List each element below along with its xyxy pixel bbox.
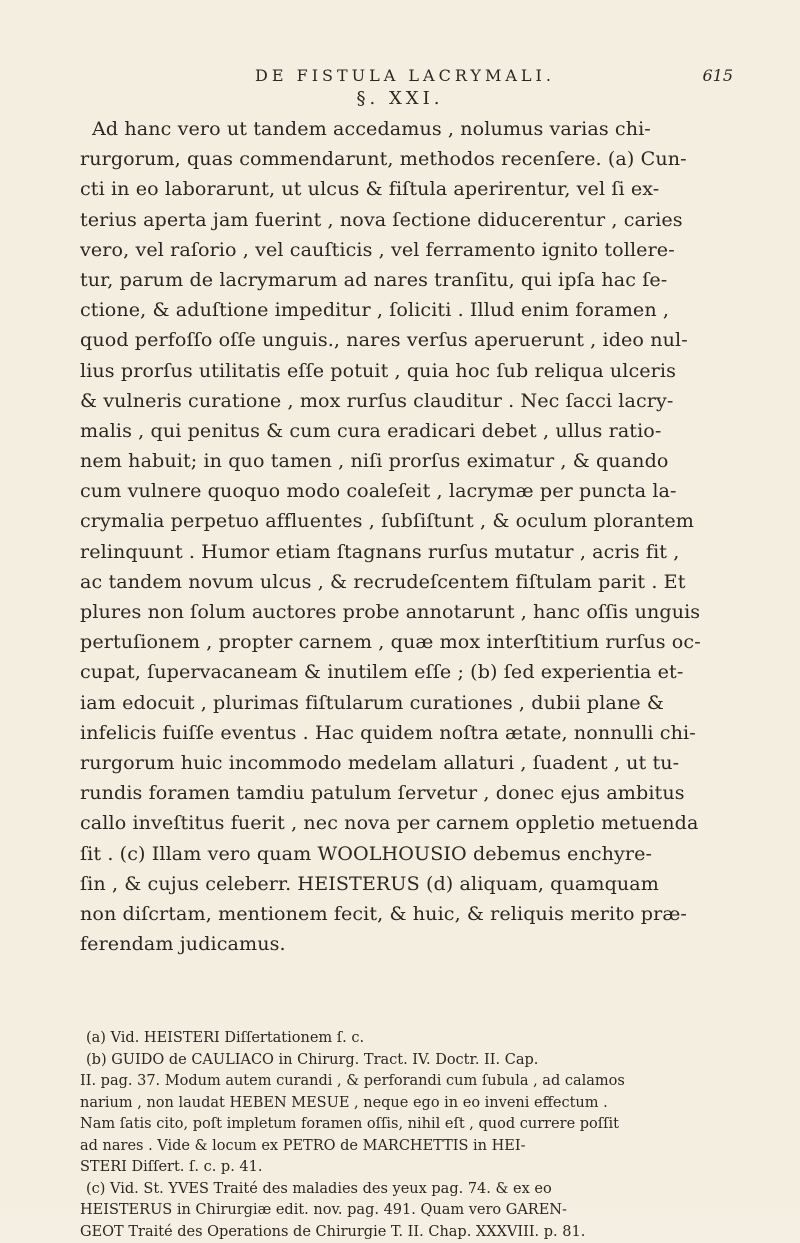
footnote-line: ad nares . Vide & locum ex PETRO de MARCHETTIS in HEI- (80, 1136, 740, 1158)
text-line: & vulneris curatione , mox rurſus clauditur . Nec ſacci lacry- (80, 386, 734, 416)
text-line: tur, parum de lacrymarum ad nares tranſitu, qui ipſa hac ſe- (80, 265, 734, 295)
text-line: relinquunt . Humor etiam ſtagnans rurſus mutatur , acris fit , (80, 537, 734, 567)
text-line: ferendam judicamus. (80, 929, 734, 959)
text-line: vero, vel raſorio , vel cauſticis , vel ferramento ignito tollere- (80, 235, 734, 265)
text-line: cupat, ſupervacaneam & inutilem eſſe ; (b) ſed experientia et- (80, 657, 734, 687)
text-line: Ad hanc vero ut tandem accedamus , nolumus varias chi- (80, 114, 734, 144)
text-line: pertuſionem , propter carnem , quæ mox interſtitium rurſus oc- (80, 627, 734, 657)
text-line: ſit . (c) Illam vero quam WOOLHOUSIO debemus enchyre- (80, 839, 734, 869)
text-line: crymalia perpetuo affluentes , ſubſiſtunt , & oculum plorantem (80, 506, 734, 536)
footnote-line: (a) Vid. HEISTERI Diſſertationem ſ. c. (80, 1028, 740, 1050)
text-line: iam edocuit , plurimas fiſtularum curationes , dubii plane & (80, 688, 734, 718)
text-line: infelicis fuiſſe eventus . Hac quidem noſtra ætate, nonnulli chi- (80, 718, 734, 748)
text-line: cti in eo laborarunt, ut ulcus & fiſtula aperirentur, vel ſi ex- (80, 174, 734, 204)
text-line: malis , qui penitus & cum cura eradicari debet , ullus ratio- (80, 416, 734, 446)
footnote-line: (c) Vid. St. YVES Traité des maladies des yeux pag. 74. & ex eo (80, 1179, 740, 1201)
footnote-line: (b) GUIDO de CAULIACO in Chirurg. Tract. IV. Doctr. II. Cap. (80, 1050, 740, 1072)
text-line: rundis foramen tamdiu patulum ſervetur , donec ejus ambitus (80, 778, 734, 808)
text-line: ctione, & aduſtione impeditur , ſoliciti . Illud enim foramen , (80, 295, 734, 325)
text-line: cum vulnere quoquo modo coaleſeit , lacrymæ per puncta la- (80, 476, 734, 506)
footnote-line: GEOT Traité des Operations de Chirurgie T. II. Chap. XXXVIII. p. 81. (80, 1222, 740, 1243)
text-line: ac tandem novum ulcus , & recrudeſcentem fiſtulam parit . Et (80, 567, 734, 597)
text-line: nem habuit; in quo tamen , niſi prorſus eximatur , & quando (80, 446, 734, 476)
text-line: terius aperta jam fuerint , nova ſectione diducerentur , caries (80, 205, 734, 235)
footnote-line: HEISTERUS in Chirurgiæ edit. nov. pag. 491. Quam vero GAREN- (80, 1200, 740, 1222)
text-line: plures non ſolum auctores probe annotarunt , hanc oſſis unguis (80, 597, 734, 627)
footnote-line: Nam ſatis cito, poſt impletum foramen oſſis, nihil eſt , quod currere poſſit (80, 1114, 740, 1136)
text-line: callo inveſtitus fuerit , nec nova per carnem oppletio metuenda (80, 808, 734, 838)
text-line: quod perfoſſo oſſe unguis., nares verſus aperuerunt , ideo nul- (80, 325, 734, 355)
footnotes (80, 1028, 740, 1243)
footnote-line: STERI Diſſert. ſ. c. p. 41. (80, 1157, 740, 1179)
text-line: rurgorum, quas commendarunt, methodos recenſere. (a) Cun- (80, 144, 734, 174)
section-heading: §. XXI. (0, 88, 800, 109)
text-line: rurgorum huic incommodo medelam allaturi , ſuadent , ut tu- (80, 748, 734, 778)
running-title: DE FISTULA LACRYMALI. (255, 66, 555, 85)
footnote-line: II. pag. 37. Modum autem curandi , & perforandi cum ſubula , ad calamos (80, 1071, 740, 1093)
main-text (80, 114, 734, 959)
text-line: lius prorſus utilitatis eſſe potuit , quia hoc ſub reliqua ulceris (80, 356, 734, 386)
footnote-line: narium , non laudat HEBEN MESUE , neque ego in eo inveni effectum . (80, 1093, 740, 1115)
text-line: non diſcrtam, mentionem fecit, & huic, & reliquis merito præ- (80, 899, 734, 929)
text-line: ſin , & cujus celeberr. HEISTERUS (d) aliquam, quamquam (80, 869, 734, 899)
page-number: 615 (702, 66, 733, 85)
